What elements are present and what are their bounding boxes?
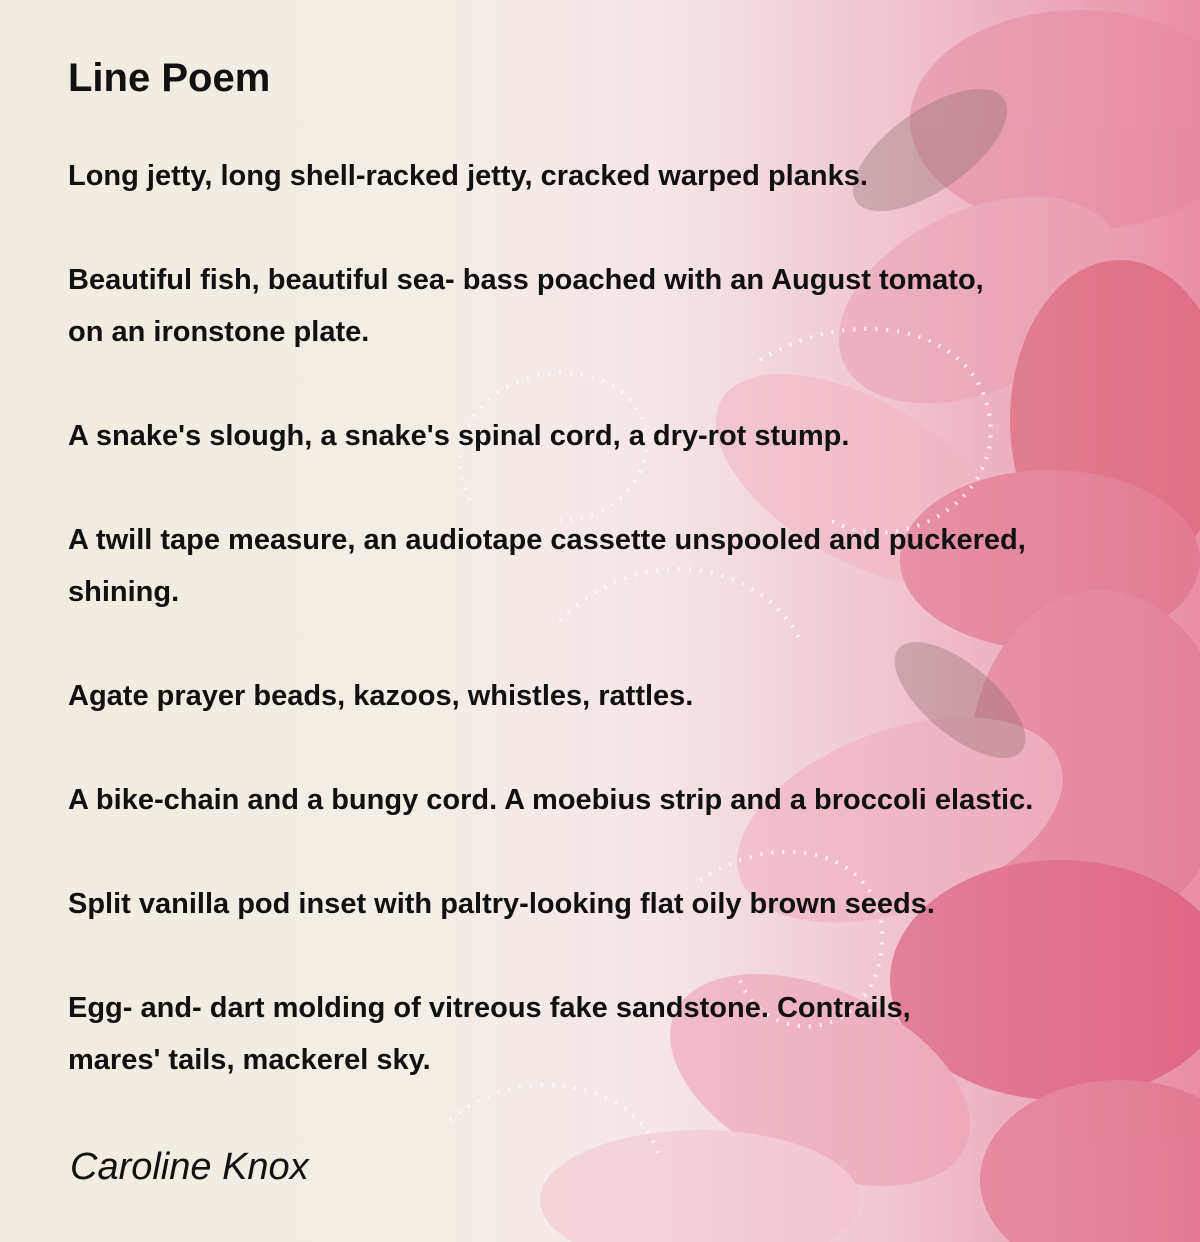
poem-line: Egg- and- dart molding of vitreous fake sandstone. Contrails,: [68, 992, 911, 1024]
poem-line: A snake's slough, a snake's spinal cord, a dry-rot stump.: [68, 420, 850, 452]
poem-stanza: [68, 150, 868, 202]
poem-line: Beautiful fish, beautiful sea- bass poached with an August tomato,: [68, 264, 984, 296]
poem-line: A twill tape measure, an audiotape cassette unspooled and puckered,: [68, 524, 1026, 556]
poem-stanza: [68, 982, 911, 1086]
poem-stanza: [68, 254, 984, 358]
poem-author: Caroline Knox: [70, 1146, 309, 1188]
poem-line: mares' tails, mackerel sky.: [68, 1044, 431, 1076]
poem-line: Split vanilla pod inset with paltry-looking flat oily brown seeds.: [68, 888, 935, 920]
poem-line: shining.: [68, 576, 180, 608]
poem-title: Line Poem: [68, 56, 271, 100]
poem-stanza: [68, 774, 1033, 826]
poem-stanza: [68, 514, 1026, 618]
poem-stanza: [68, 670, 693, 722]
poem-line: A bike-chain and a bungy cord. A moebius strip and a broccoli elastic.: [68, 784, 1034, 816]
poem-line: Long jetty, long shell-racked jetty, cracked warped planks.: [68, 160, 868, 192]
poem-line: Agate prayer beads, kazoos, whistles, rattles.: [68, 680, 694, 712]
poem-stanza: [68, 410, 849, 462]
poem-line: on an ironstone plate.: [68, 316, 370, 348]
poem-stanza: [68, 878, 935, 930]
